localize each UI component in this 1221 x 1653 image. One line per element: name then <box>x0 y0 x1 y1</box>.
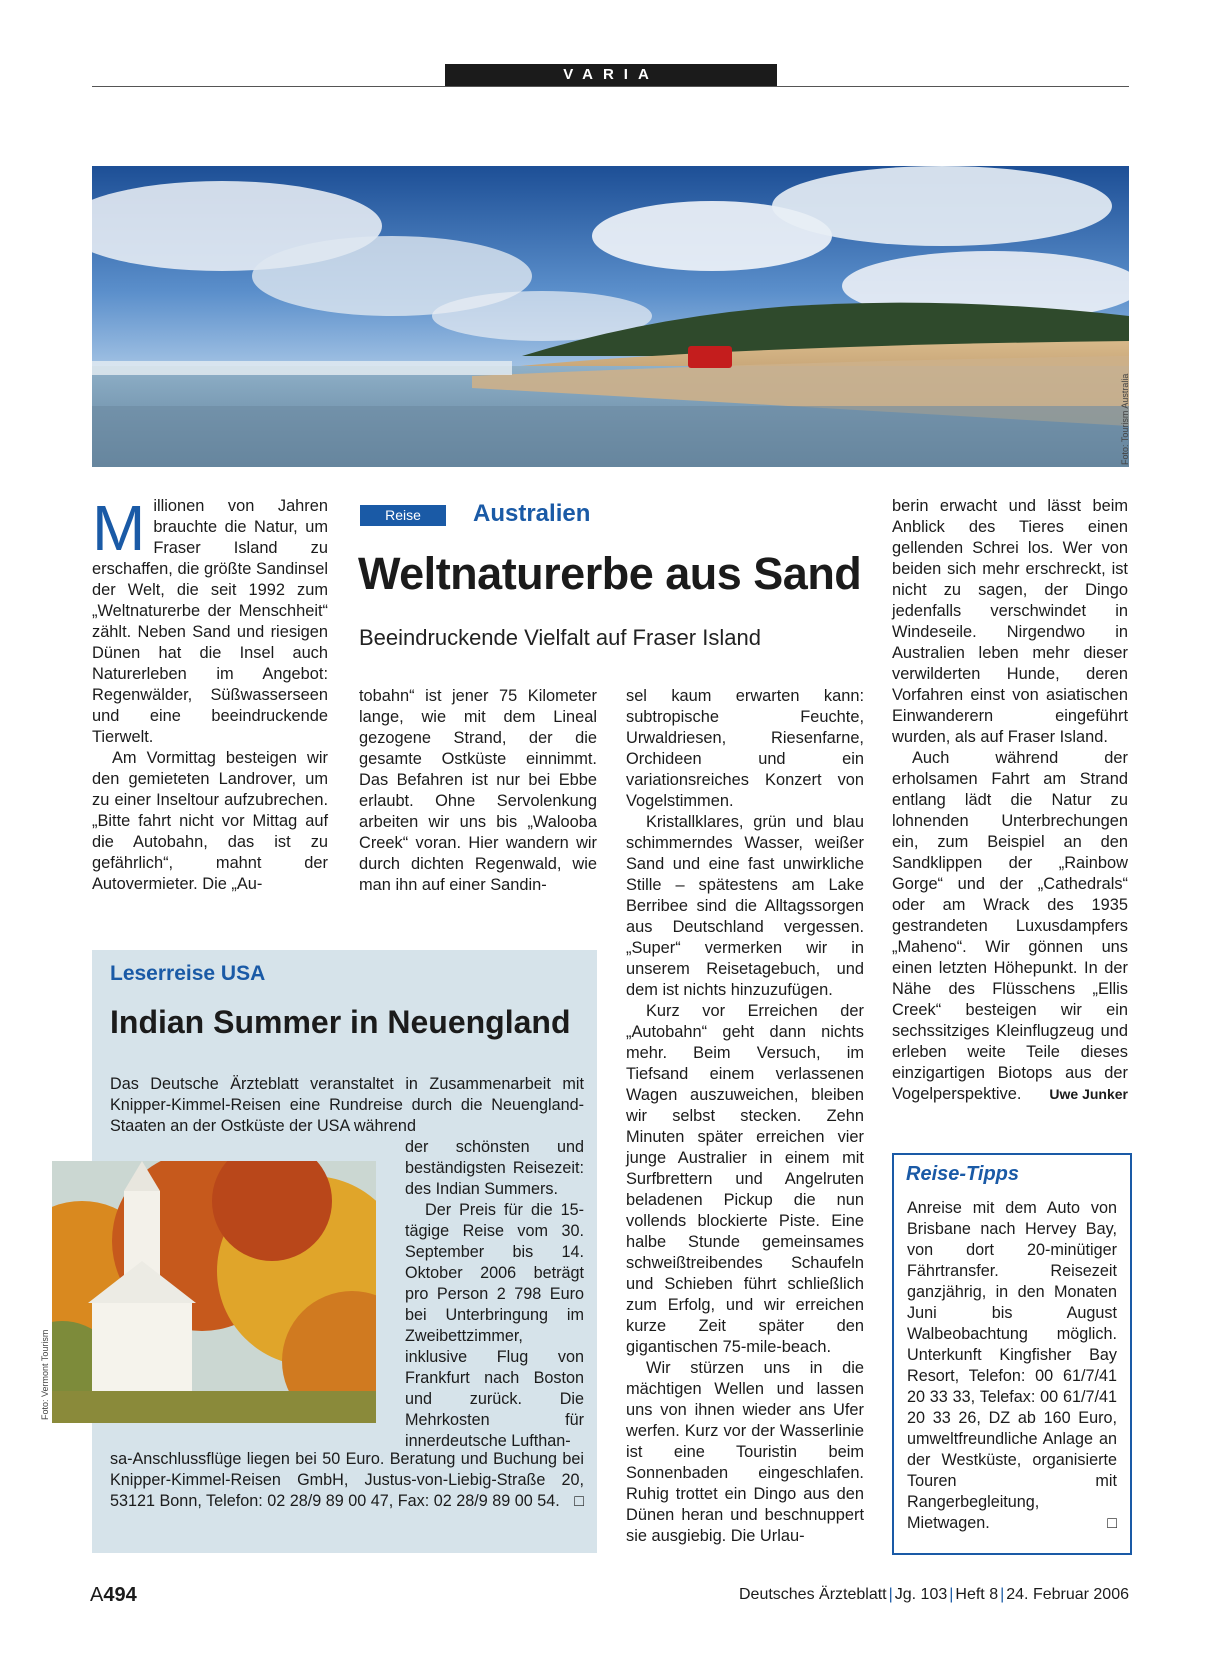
travel-tips-title: Reise-Tipps <box>906 1163 1019 1185</box>
page-number <box>90 1584 137 1607</box>
col3-paragraph-3: Kurz vor Erreichen der „Autobahn“ geht dann nichts mehr. Beim Versuch, im Tiefsand einem verlassenen Wagen auszuweichen, bleiben wir selbst stecken. Zehn Minuten später erreichen vier junge Australier in einem mit Surfbrettern und Angelruten beladenen Pickup die nun vollends blockierte Piste. Eine halbe Stunde gemeinsames schweißtreibendes Schaufeln und Schieben führt schließlich zum Erfolg, und wir erreichen kurze Zeit später den gigantischen 75-mile-beach. <box>626 1002 864 1356</box>
col1-paragraph-1: illionen von Jahren brauchte die Natur, um Fraser Island zu erschaffen, die größte Sandinsel der Welt, die seit 1992 zum „Weltnaturerbe der Menschheit“ zählt. Neben Sand und riesigen Dünen hat die Insel auch Naturerleben im Angebot: Regenwälder, Süßwasserseen und eine beeindruckende Tierwelt. <box>92 497 328 746</box>
reader-trip-paragraph-1: der schönsten und beständigsten Reisezeit: des Indian Summers. <box>405 1138 584 1198</box>
article-subheadline: Beeindruckende Vielfalt auf Fraser Island <box>359 625 761 650</box>
col3-paragraph-4: Wir stürzen uns in die mächtigen Wellen und lassen uns von ihnen wieder ans Ufer werfen. Kurz vor der Wasserlinie ist eine Touristin beim Sonnenbaden eingeschlafen. Ruhig trottet ein Dingo aus den Dünen heran und beschnuppert sie ausgiebig. Die Urlau- <box>626 1359 864 1545</box>
section-label: VARIA <box>445 64 777 86</box>
beach-landscape-image <box>92 166 1129 467</box>
hero-photo-credit: Foto: Tourism Australia <box>1120 373 1130 465</box>
category-tag: Reise <box>360 505 446 526</box>
autumn-church-photo <box>52 1161 376 1423</box>
col3-paragraph-2: Kristallklares, grün und blau schimmerndes Wasser, weißer Sand und eine fast unwirkliche Stille – spätestens am Lake Berribee sind die Alltagssorgen aus Deutschland vergessen. „Super“ vermerken wir in unserem Reisetagebuch, und dem ist nichts hinzuzufügen. <box>626 813 864 999</box>
header-rule <box>92 86 1129 87</box>
col2-paragraph-1: tobahn“ ist jener 75 Kilometer lange, wie mit dem Lineal gezogene Strand, der die gesamte Ostküste einnimmt. Das Befahren ist nur bei Ebbe erlaubt. Ohne Servolenkung arbeiten wir uns bis „Walooba Creek“ voran. Hier wandern wir durch dichten Regenwald, wie man ihn auf einer Sandin- <box>359 687 597 894</box>
journal-name: Deutsches Ärzteblatt <box>738 1586 887 1603</box>
col3-paragraph-1: sel kaum erwarten kann: subtropische Feuchte, Urwaldriesen, Riesenfarne, Orchideen und ein variationsreiches Konzert von Vogelstimmen. <box>626 687 864 810</box>
reader-trip-beside-text <box>405 1137 584 1452</box>
reader-trip-paragraph-3: sa-Anschlussflüge liegen bei 50 Euro. Beratung und Buchung bei Knipper-Kimmel-Reisen GmbH, Justus-von-Liebig-Straße 20, 53121 Bonn, Telefon: 02 28/9 89 00 47, Fax: 02 28/9 89 00 54. <box>110 1450 584 1510</box>
col4-paragraph-1: berin erwacht und lässt beim Anblick des Tieres einen gellenden Schrei los. Wer von beiden sich mehr erschreckt, ist nicht zu sagen, der Dingo jedenfalls verschwindet in Windeseile. Nirgendwo in Australien leben mehr dieser verwilderten Hunde, deren Vorfahren einst von asiatischen Einwanderern eingeführt wurden, als auf Fraser Island. <box>892 497 1128 746</box>
article-column-3 <box>626 686 864 1547</box>
end-mark: □ <box>574 1492 584 1510</box>
author-name: Uwe Junker <box>1049 1086 1128 1102</box>
red-car-icon <box>688 346 732 368</box>
article-kicker: Australien <box>473 500 591 527</box>
reader-trip-bottom-text <box>110 1449 584 1512</box>
travel-tips-end-mark: □ <box>1107 1514 1117 1532</box>
journal-volume: Jg. 103 <box>894 1586 948 1603</box>
dropcap: M <box>92 492 146 564</box>
col4-paragraph-2-text: Auch während der erholsamen Fahrt am Strand entlang lädt die Natur zu lohnenden Unterbrechungen ein, zum Beispiel an den Sandklippen der „Rainbow Gorge“ und der „Cathedrals“ oder am Wrack des 1935 gestrandeten Luxusdampfers „Maheno“. Wir gönnen uns einen letzten Höhepunkt. In der Nähe des Flüsschens „Ellis Creek“ besteigen wir ein sechssitziges Kleinflugzeug und erleben weite Teile dieses einzigartigen Biotops aus der Vogelperspektive. <box>892 749 1128 1103</box>
reader-trip-paragraph-2: Der Preis für die 15-tägige Reise vom 30. September bis 14. Oktober 2006 beträgt pro Person 2 798 Euro bei Unterbringung im Zweibettzimmer, inklusive Flug von Frankfurt nach Boston und zurück. Die Mehrkosten für innerdeutsche Lufthan- <box>405 1201 584 1450</box>
article-column-2 <box>359 686 597 896</box>
travel-tips-paragraph: Anreise mit dem Auto von Brisbane nach Hervey Bay, von dort 20-minütiger Fährtransfer. Reisezeit ganzjährig, in den Monaten Juni bis August Walbeobachtung möglich. Unterkunft Kingfisher Bay Resort, Telefon: 00 61/7/41 20 33 33, Telefax: 00 61/7/41 20 33 26, DZ ab 160 Euro, umweltfreundliche Anlage an der Westküste, organisierte Touren mit Rangerbegleitung, Mietwagen. <box>907 1199 1117 1532</box>
col1-paragraph-2: Am Vormittag besteigen wir den gemieteten Landrover, um zu einer Inseltour aufzubrechen. „Bitte fahrt nicht vor Mittag auf die Autobahn, das ist zu gefährlich“, mahnt der Autovermieter. Die „Au- <box>92 749 328 893</box>
travel-tips-text <box>907 1198 1117 1534</box>
journal-issue: Heft 8 <box>955 1586 999 1603</box>
reader-trip-intro: Das Deutsche Ärzteblatt veranstaltet in Zusammenarbeit mit Knipper-Kimmel-Reisen eine Rundreise durch die Neuengland-Staaten an der Ostküste der USA während <box>110 1075 584 1135</box>
article-column-1 <box>92 492 328 895</box>
journal-date: 24. Februar 2006 <box>1006 1586 1129 1603</box>
reader-trip-headline: Indian Summer in Neuengland <box>110 1004 571 1040</box>
autumn-church-image <box>52 1161 376 1423</box>
article-headline: Weltnaturerbe aus Sand <box>358 548 862 599</box>
col4-paragraph-2 <box>892 748 1128 1105</box>
hero-photo <box>92 166 1129 467</box>
autumn-photo-credit: Foto: Vermont Tourism <box>40 1329 50 1420</box>
page-number-value: 494 <box>103 1584 137 1606</box>
article-column-4 <box>892 496 1128 1105</box>
reader-trip-kicker: Leserreise USA <box>110 962 266 985</box>
journal-info: Deutsches Ärzteblatt | Jg. 103 | Heft 8 | 24. Februar 2006 <box>738 1586 1129 1603</box>
page-prefix: A <box>90 1584 104 1606</box>
